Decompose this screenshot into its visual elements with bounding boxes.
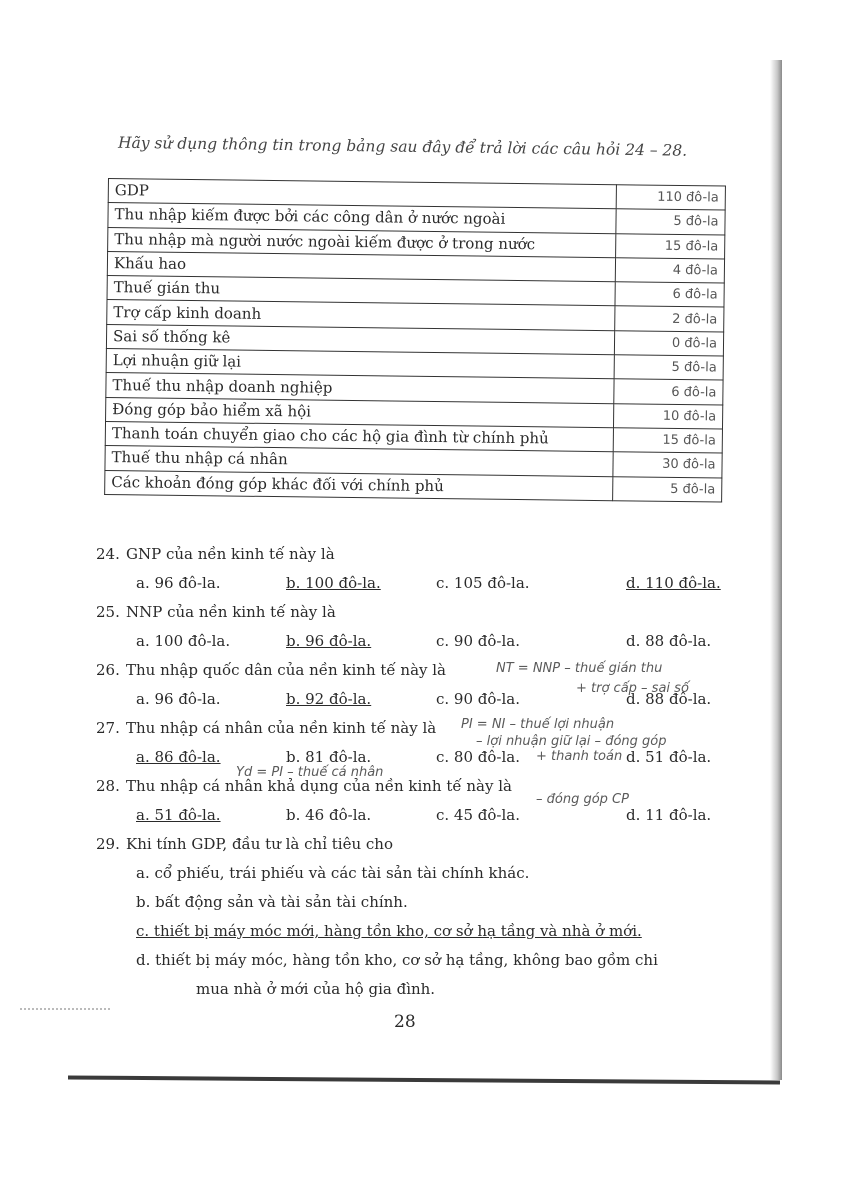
row-value: 30 đô-la [613, 452, 722, 478]
handwritten-note: PI = NI – thuế lợi nhuận [461, 717, 615, 732]
row-label: Sai số thống kê [106, 324, 614, 355]
handwritten-note: – lợi nhuận giữ lại – đóng góp [476, 734, 667, 749]
row-label: Thuế thu nhập cá nhân [105, 446, 613, 477]
option-a[interactable]: a. 51 đô-la. [136, 806, 221, 824]
option-d[interactable]: d. 11 đô-la. [626, 806, 712, 824]
row-label: Trợ cấp kinh doanh [107, 300, 615, 331]
option-c[interactable]: c. 80 đô-la. [436, 748, 521, 766]
row-value: 2 đô-la [615, 306, 724, 332]
option-c[interactable]: c. 45 đô-la. [436, 806, 521, 824]
question-text: Thu nhập cá nhân của nền kinh tế này là [126, 719, 437, 737]
row-value: 10 đô-la [613, 403, 722, 429]
option-a[interactable]: a. 96 đô-la. [136, 690, 221, 708]
row-label: Thu nhập kiếm được bởi các công dân ở nước ngoài [108, 203, 616, 234]
option-d[interactable]: d. 110 đô-la. [626, 574, 721, 592]
handwritten-note: + thanh toán [536, 749, 623, 764]
option-a[interactable]: a. 100 đô-la. [136, 632, 231, 650]
option-b[interactable]: b. bất động sản và tài sản tài chính. [136, 893, 408, 911]
option-b[interactable]: b. 81 đô-la. [286, 748, 372, 766]
option-d[interactable]: d. 51 đô-la. [626, 748, 712, 766]
row-label: Thu nhập mà người nước ngoài kiếm được ở trong nước [108, 227, 616, 258]
questions-section [96, 540, 756, 1004]
row-label: Thuế thu nhập doanh nghiệp [106, 373, 614, 404]
option-b[interactable]: b. 46 đô-la. [286, 806, 372, 824]
option-d[interactable]: d. 88 đô-la. [626, 632, 712, 650]
option-b[interactable]: b. 92 đô-la. [286, 690, 372, 708]
row-value: 5 đô-la [616, 209, 725, 235]
row-value: 5 đô-la [614, 355, 723, 381]
handwritten-note: Yd = PI – thuế cá nhân [236, 765, 384, 780]
question-24: 24. GNP của nền kinh tế này là a. 96 đô-la. b. 100 đô-la. c. 105 đô-la. d. 110 đô-la. [96, 540, 756, 598]
question-text: NNP của nền kinh tế này là [126, 603, 336, 621]
row-value: 110 đô-la [616, 185, 725, 211]
question-29: 29. Khi tính GDP, đầu tư là chỉ tiêu cho a. cổ phiếu, trái phiếu và các tài sản tài chính khác. b. bất động sản và tài sản tài chính. c. thiết bị máy móc mới, hàng tồn kho, cơ sở hạ tầng và nhà ở mới. d. thiết bị máy móc, hàng tồn kho, cơ sở hạ tầng, không bao gồm chi mua nhà ở mới của hộ gia đình. [96, 830, 756, 1004]
option-c[interactable]: c. thiết bị máy móc mới, hàng tồn kho, cơ sở hạ tầng và nhà ở mới. [136, 922, 642, 940]
handwritten-note: + trợ cấp – sai số [576, 681, 689, 696]
row-label: GDP [108, 179, 616, 210]
row-label: Lợi nhuận giữ lại [106, 349, 614, 380]
option-c[interactable]: c. 90 đô-la. [436, 690, 521, 708]
question-text: GNP của nền kinh tế này là [126, 545, 335, 563]
question-28: 28. Thu nhập cá nhân khả dụng của nền kinh tế này là a. 51 đô-la. b. 46 đô-la. c. 45 đô-la. d. 11 đô-la. Yd = PI – thuế cá nhân – đóng góp CP [96, 772, 756, 830]
option-c[interactable]: c. 90 đô-la. [436, 632, 521, 650]
row-value: 15 đô-la [613, 428, 722, 454]
page-number: 28 [394, 1012, 416, 1032]
scan-artifact [20, 1008, 110, 1012]
option-d[interactable]: d. 88 đô-la. [626, 690, 712, 708]
option-d-continued: mua nhà ở mới của hộ gia đình. [196, 980, 436, 998]
handwritten-note: – đóng góp CP [536, 792, 629, 807]
option-b[interactable]: b. 96 đô-la. [286, 632, 372, 650]
page-edge-shadow [770, 60, 782, 1080]
handwritten-note: NT = NNP – thuế gián thu [496, 661, 663, 676]
question-text: Thu nhập cá nhân khả dụng của nền kinh tế này là [126, 777, 512, 795]
page-bottom-edge [68, 1076, 780, 1085]
question-text: Khi tính GDP, đầu tư là chỉ tiêu cho [126, 835, 393, 853]
option-a[interactable]: a. 96 đô-la. [136, 574, 221, 592]
question-text: Thu nhập quốc dân của nền kinh tế này là [126, 661, 446, 679]
question-26: 26. Thu nhập quốc dân của nền kinh tế này là a. 96 đô-la. b. 92 đô-la. c. 90 đô-la. d. 88 đô-la. NT = NNP – thuế gián thu + trợ cấp – sai số [96, 656, 756, 714]
row-value: 15 đô-la [616, 233, 725, 259]
row-value: 0 đô-la [614, 330, 723, 356]
option-d[interactable]: d. thiết bị máy móc, hàng tồn kho, cơ sở hạ tầng, không bao gồm chi [136, 951, 658, 969]
row-label: Thuế gián thu [107, 276, 615, 307]
row-label: Khấu hao [107, 251, 615, 282]
instruction-text: Hãy sử dụng thông tin trong bảng sau đây để trả lời các câu hỏi 24 – 28. [117, 133, 688, 160]
option-a[interactable]: a. 86 đô-la. [136, 748, 221, 766]
row-label: Đóng góp bảo hiểm xã hội [106, 397, 614, 428]
option-c[interactable]: c. 105 đô-la. [436, 574, 530, 592]
data-table [104, 178, 726, 502]
row-label: Thanh toán chuyển giao cho các hộ gia đình từ chính phủ [105, 421, 613, 452]
option-a[interactable]: a. cổ phiếu, trái phiếu và các tài sản tài chính khác. [136, 864, 530, 882]
question-25: 25. NNP của nền kinh tế này là a. 100 đô-la. b. 96 đô-la. c. 90 đô-la. d. 88 đô-la. [96, 598, 756, 656]
row-value: 5 đô-la [613, 476, 722, 502]
row-value: 6 đô-la [615, 282, 724, 308]
question-27: 27. Thu nhập cá nhân của nền kinh tế này là a. 86 đô-la. b. 81 đô-la. c. 80 đô-la. d. 51 đô-la. PI = NI – thuế lợi nhuận – lợi nhuận giữ lại – đóng góp + thanh toán [96, 714, 756, 772]
row-label: Các khoản đóng góp khác đối với chính phủ [105, 470, 613, 501]
option-b[interactable]: b. 100 đô-la. [286, 574, 381, 592]
row-value: 6 đô-la [614, 379, 723, 405]
row-value: 4 đô-la [615, 258, 724, 284]
